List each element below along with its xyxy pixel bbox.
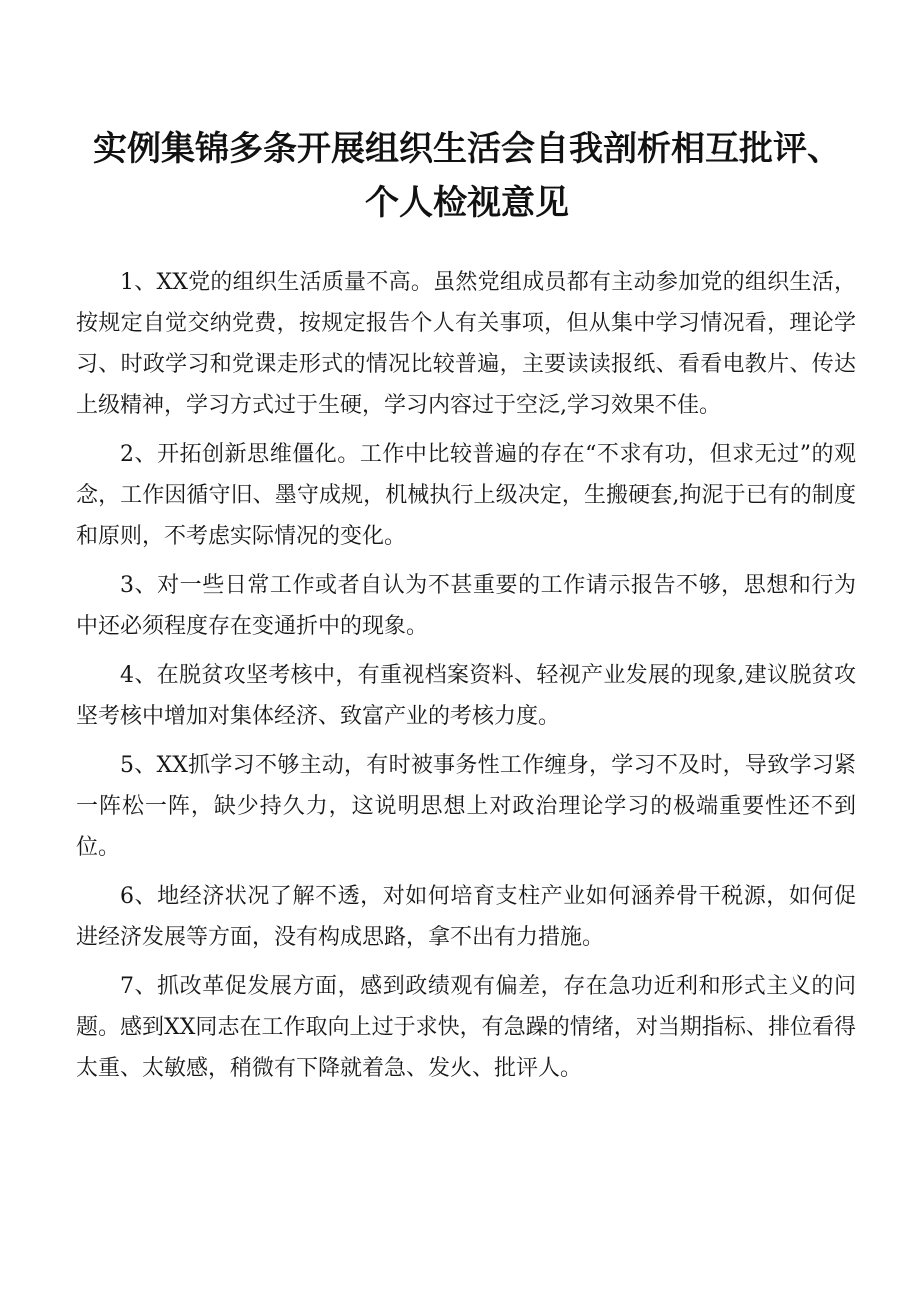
- paragraph-number: 5、: [120, 753, 157, 778]
- paragraph-5: [76, 745, 856, 868]
- paragraph-number: 1、: [120, 270, 157, 295]
- paragraph-number: 2、: [120, 442, 158, 467]
- title-line-2: 个人检视意见: [365, 183, 569, 223]
- paragraph-text: 地经济状况了解不透，对如何培育支柱产业如何涵养骨干税源，如何促进经济发展等方面，没有构成思路，拿不出有力措施。: [76, 884, 856, 950]
- paragraph-text: 抓改革促发展方面，感到政绩观有偏差，存在急功近利和形式主义的问题。感到XX同志在工作取向上过于求快，有急躁的情绪，对当期指标、排位看得太重、太敏感，稍微有下降就着急、发火、批评人。: [76, 974, 856, 1081]
- paragraph-number: 7、: [120, 974, 158, 999]
- paragraph-6: [76, 876, 856, 958]
- paragraph-text: 对一些日常工作或者自认为不甚重要的工作请示报告不够，思想和行为中还必须程度存在变通折中的现象。: [76, 573, 856, 639]
- paragraph-number: 3、: [120, 573, 158, 598]
- paragraph-3: [76, 565, 856, 647]
- paragraph-2: [76, 434, 856, 557]
- paragraph-4: [76, 655, 856, 737]
- paragraph-text: XX党的组织生活质量不高。虽然党组成员都有主动参加党的组织生活，按规定自觉交纳党费，按规定报告个人有关事项，但从集中学习情况看，理论学习、时政学习和党课走形式的情况比较普遍，主要读读报纸、看看电教片、传达上级精神，学习方式过于生硬，学习内容过于空泛,学习效果不佳。: [76, 270, 857, 418]
- title-line-1: 实例集锦多条开展组织生活会自我剖析相互批评、: [93, 129, 841, 169]
- paragraph-text: 开拓创新思维僵化。工作中比较普遍的存在“不求有功，但求无过”的观念，工作因循守旧、墨守成规，机械执行上级决定，生搬硬套,拘泥于已有的制度和原则，不考虑实际情况的变化。: [76, 442, 856, 549]
- paragraph-number: 6、: [120, 884, 158, 909]
- paragraph-number: 4、: [120, 663, 157, 688]
- paragraph-1: [76, 262, 856, 426]
- paragraph-text: 在脱贫攻坚考核中，有重视档案资料、轻视产业发展的现象,建议脱贫攻坚考核中增加对集体经济、致富产业的考核力度。: [76, 663, 857, 729]
- paragraph-7: [76, 966, 856, 1089]
- paragraph-text: XX抓学习不够主动，有时被事务性工作缠身，学习不及时，导致学习紧一阵松一阵，缺少持久力，这说明思想上对政治理论学习的极端重要性还不到位。: [76, 753, 857, 860]
- document-title: [72, 122, 862, 230]
- document-body: [76, 262, 856, 1097]
